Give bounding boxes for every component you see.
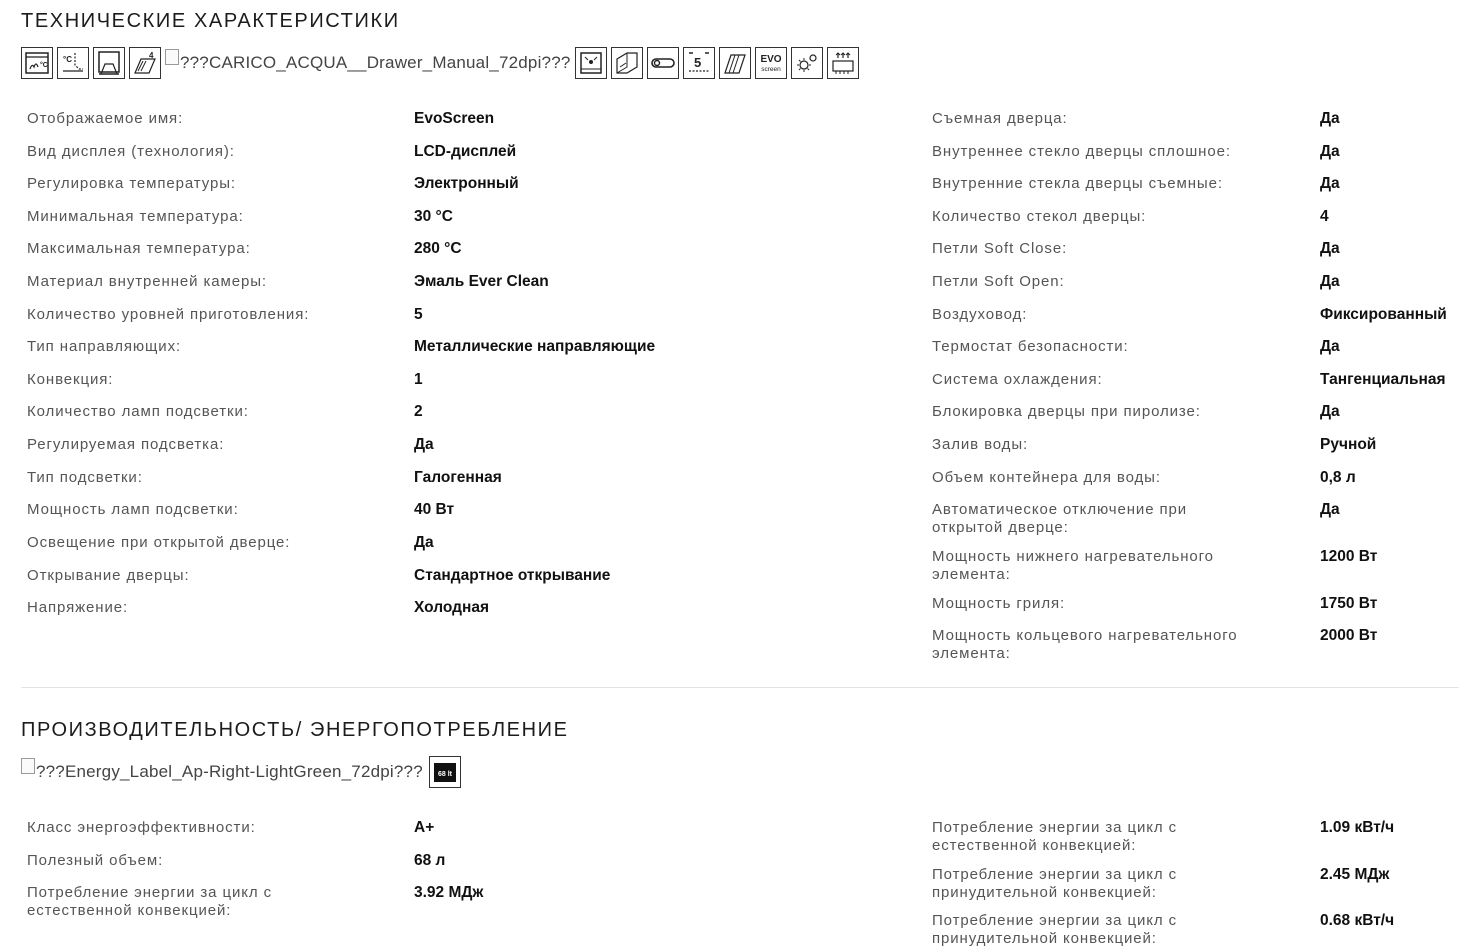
spec-label: Воздуховод:: [932, 306, 1028, 323]
spec-label: Тип подсветки:: [27, 469, 143, 486]
spec-label: Отображаемое имя:: [27, 110, 184, 127]
spec-value: Электронный: [414, 175, 519, 192]
spec-value: 3.92 МДж: [414, 884, 484, 901]
spec-value: 0.68 кВт/ч: [1320, 912, 1395, 929]
spec-label: Класс энергоэффективности:: [27, 819, 256, 836]
spec-value: 2000 Вт: [1320, 627, 1378, 644]
energy-section-title: ПРОИЗВОДИТЕЛЬНОСТЬ/ ЭНЕРГОПОТРЕБЛЕНИЕ: [21, 719, 569, 741]
spec-value: 30 °C: [414, 208, 453, 225]
spec-value: Тангенциальная: [1320, 371, 1446, 388]
spec-label: Количество уровней приготовления:: [27, 306, 310, 323]
door-hinge-icon: [647, 47, 679, 79]
spec-value: Да: [1320, 110, 1340, 127]
broken-image-icon: [21, 758, 35, 774]
spec-label: Максимальная температура:: [27, 240, 251, 257]
spec-value: 1.09 кВт/ч: [1320, 819, 1395, 836]
spec-value: 68 л: [414, 852, 446, 869]
svg-text:°C: °C: [40, 62, 48, 69]
spec-label: Петли Soft Close:: [932, 240, 1068, 257]
spec-label: Залив воды:: [932, 436, 1029, 453]
spec-label: Объем контейнера для воды:: [932, 469, 1161, 486]
spec-label: Количество стекол дверцы:: [932, 208, 1147, 225]
spec-label: Тип направляющих:: [27, 338, 182, 355]
evo-screen-icon: [755, 47, 787, 79]
water-drawer-image-alt: ???CARICO_ACQUA__Drawer_Manual_72dpi???: [180, 53, 571, 72]
five-levels-icon: [683, 47, 715, 79]
spec-label: Вид дисплея (технология):: [27, 143, 235, 160]
fan-oven-icon: [575, 47, 607, 79]
spec-value: 1750 Вт: [1320, 595, 1378, 612]
spec-value: Да: [1320, 338, 1340, 355]
spec-label: Напряжение:: [27, 599, 129, 616]
spec-label: Внутреннее стекло дверцы сплошное:: [932, 143, 1231, 160]
spec-value: LCD-дисплей: [414, 143, 517, 160]
thermometer-icon: [57, 47, 89, 79]
tech-section-title: ТЕХНИЧЕСКИЕ ХАРАКТЕРИСТИКИ: [21, 10, 400, 32]
spec-value: EvoScreen: [414, 110, 495, 127]
spec-label: Количество ламп подсветки:: [27, 403, 249, 420]
spec-value: 2: [414, 403, 423, 420]
spec-label: Потребление энергии за цикл с принудительной конвекцией:: [932, 866, 1177, 901]
spec-label: Потребление энергии за цикл с принудительной конвекцией:: [932, 912, 1177, 947]
grill-temp-icon: [21, 47, 53, 79]
spec-value: 2.45 МДж: [1320, 866, 1390, 883]
water-drawer-image: [165, 47, 571, 79]
broken-image-icon: [165, 49, 179, 65]
spec-value: Да: [1320, 403, 1340, 420]
spec-label: Открывание дверцы:: [27, 567, 190, 584]
spec-label: Полезный объем:: [27, 852, 164, 869]
spec-value: Да: [1320, 175, 1340, 192]
spec-value: Эмаль Ever Clean: [414, 273, 549, 290]
spec-value: 40 Вт: [414, 501, 455, 518]
spec-label: Регулировка температуры:: [27, 175, 236, 192]
spec-label: Съемная дверца:: [932, 110, 1068, 127]
spec-value: Металлические направляющие: [414, 338, 656, 355]
spec-value: Ручной: [1320, 436, 1377, 453]
spec-label: Мощность ламп подсветки:: [27, 501, 239, 518]
glass-panels-icon: [719, 47, 751, 79]
spec-value: Фиксированный: [1320, 306, 1447, 323]
spec-value: 0,8 л: [1320, 469, 1356, 486]
screen-text: screen: [760, 66, 781, 73]
spec-value: Да: [414, 436, 434, 453]
energy-label-image: [21, 756, 423, 788]
spec-value: 1200 Вт: [1320, 548, 1378, 565]
spec-label: Внутренние стекла дверцы съемные:: [932, 175, 1223, 192]
spec-label: Петли Soft Open:: [932, 273, 1065, 290]
cooling-fan-icon: [827, 47, 859, 79]
svg-text:°C: °C: [63, 55, 72, 64]
spec-label: Мощность нижнего нагревательного элемента:: [932, 548, 1214, 583]
energy-feature-icons: [21, 756, 461, 788]
capacity-icon: [429, 756, 461, 788]
spec-value: Да: [414, 534, 434, 551]
spec-value: Холодная: [414, 599, 489, 616]
spec-value: Стандартное открывание: [414, 567, 611, 584]
spec-label: Мощность гриля:: [932, 595, 1066, 612]
spec-value: Галогенная: [414, 469, 502, 486]
spec-label: Автоматическое отключение при открытой дверце:: [932, 501, 1188, 536]
spec-label: Регулируемая подсветка:: [27, 436, 225, 453]
spec-label: Мощность кольцевого нагревательного элемента:: [932, 627, 1238, 662]
spec-label: Система охлаждения:: [932, 371, 1103, 388]
spec-label: Освещение при открытой дверце:: [27, 534, 291, 551]
spec-label: Термостат безопасности:: [932, 338, 1129, 355]
spec-label: Потребление энергии за цикл с естественной конвекцией:: [27, 884, 272, 919]
spec-label: Минимальная температура:: [27, 208, 244, 225]
four-glass-door-icon: [129, 47, 161, 79]
tech-feature-icons: [21, 47, 859, 79]
spec-value: Да: [1320, 143, 1340, 160]
section-divider: [21, 687, 1459, 688]
spec-label: Потребление энергии за цикл с естественной конвекцией:: [932, 819, 1177, 854]
spec-value: 280 °C: [414, 240, 462, 257]
spec-label: Материал внутренней камеры:: [27, 273, 267, 290]
oven-door-icon: [93, 47, 125, 79]
spec-value: A+: [414, 819, 435, 836]
spec-value: Да: [1320, 273, 1340, 290]
spec-value: 4: [1320, 208, 1329, 225]
spec-label: Конвекция:: [27, 371, 114, 388]
removable-door-icon: [611, 47, 643, 79]
energy-label-image-alt: ???Energy_Label_Ap-Right-LightGreen_72dpi???: [36, 762, 423, 781]
spec-value: 5: [414, 306, 423, 323]
evo-text: EVO: [759, 54, 782, 65]
capacity-icon-text: 68 lt: [437, 771, 452, 778]
spec-value: Да: [1320, 240, 1340, 257]
spec-label: Блокировка дверцы при пиролизе:: [932, 403, 1201, 420]
five-levels-text: 5: [693, 55, 701, 70]
spec-value: Да: [1320, 501, 1340, 518]
halogen-light-icon: [791, 47, 823, 79]
spec-value: 1: [414, 371, 423, 388]
svg-text:4: 4: [149, 51, 154, 60]
